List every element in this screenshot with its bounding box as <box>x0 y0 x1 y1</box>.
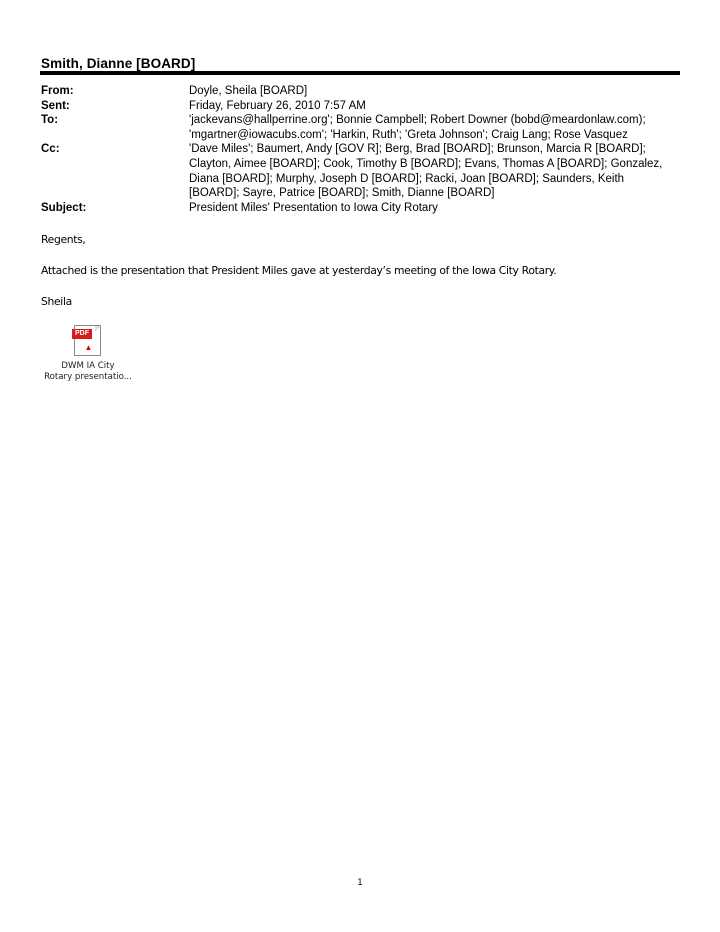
to-label: To: <box>41 114 59 127</box>
header-divider <box>40 71 680 75</box>
acrobat-logo-icon: ▲ <box>84 343 93 352</box>
pdf-page-fold <box>95 326 101 332</box>
subject-value-text: President Miles' Presentation to Iowa City Rotary <box>189 201 438 214</box>
page-number: 1 <box>357 878 363 888</box>
sent-label: Sent: <box>41 99 70 112</box>
cc-line: Clayton, Aimee [BOARD]; Cook, Timothy B [BOARD]; Evans, Thomas A [BOARD]; Gonzalez, <box>189 157 663 170</box>
to-line: 'jackevans@hallperrine.org'; Bonnie Campbell; Robert Downer (bobd@meardonlaw.com); <box>189 114 646 127</box>
to-row <box>41 113 691 142</box>
attachment-name[interactable] <box>38 361 138 383</box>
sent-value-text: Friday, February 26, 2010 7:57 AM <box>189 99 366 112</box>
to-value <box>189 113 681 142</box>
from-row <box>41 84 691 99</box>
from-value-text: Doyle, Sheila [BOARD] <box>189 85 308 97</box>
attachment-name-line: Rotary presentatio... <box>44 372 132 382</box>
message: Attached is the presentation that President Miles gave at yesterday’s meeting of the Iowa City Rotary. <box>41 264 557 277</box>
cc-line: Diana [BOARD]; Murphy, Joseph D [BOARD]; Racki, Joan [BOARD]; Saunders, Keith <box>189 172 625 185</box>
cc-row <box>41 142 691 200</box>
pdf-attachment[interactable] <box>38 325 138 383</box>
subject-label: Subject: <box>41 201 87 214</box>
from-label: From: <box>41 85 74 97</box>
subject-row <box>41 201 691 216</box>
cc-line: [BOARD]; Sayre, Patrice [BOARD]; Smith, Dianne [BOARD] <box>189 187 495 200</box>
signature: Sheila <box>41 295 72 308</box>
email-header <box>41 84 691 215</box>
sent-value <box>189 99 681 114</box>
cc-line: 'Dave Miles'; Baumert, Andy [GOV R]; Berg, Brad [BOARD]; Brunson, Marcia R [BOARD]; <box>189 143 646 156</box>
cc-label: Cc: <box>41 143 60 156</box>
pdf-file-icon[interactable] <box>72 325 104 357</box>
sent-row <box>41 99 691 114</box>
greeting: Regents, <box>41 233 86 246</box>
subject-value <box>189 201 681 216</box>
pdf-tag: PDF <box>72 329 92 339</box>
document-owner: Smith, Dianne [BOARD] <box>41 56 196 71</box>
to-line: 'mgartner@iowacubs.com'; 'Harkin, Ruth'; 'Greta Johnson'; Craig Lang; Rose Vasquez <box>189 128 628 141</box>
attachment-name-line: DWM IA City <box>61 361 115 371</box>
from-value <box>189 84 681 99</box>
cc-value <box>189 142 681 200</box>
